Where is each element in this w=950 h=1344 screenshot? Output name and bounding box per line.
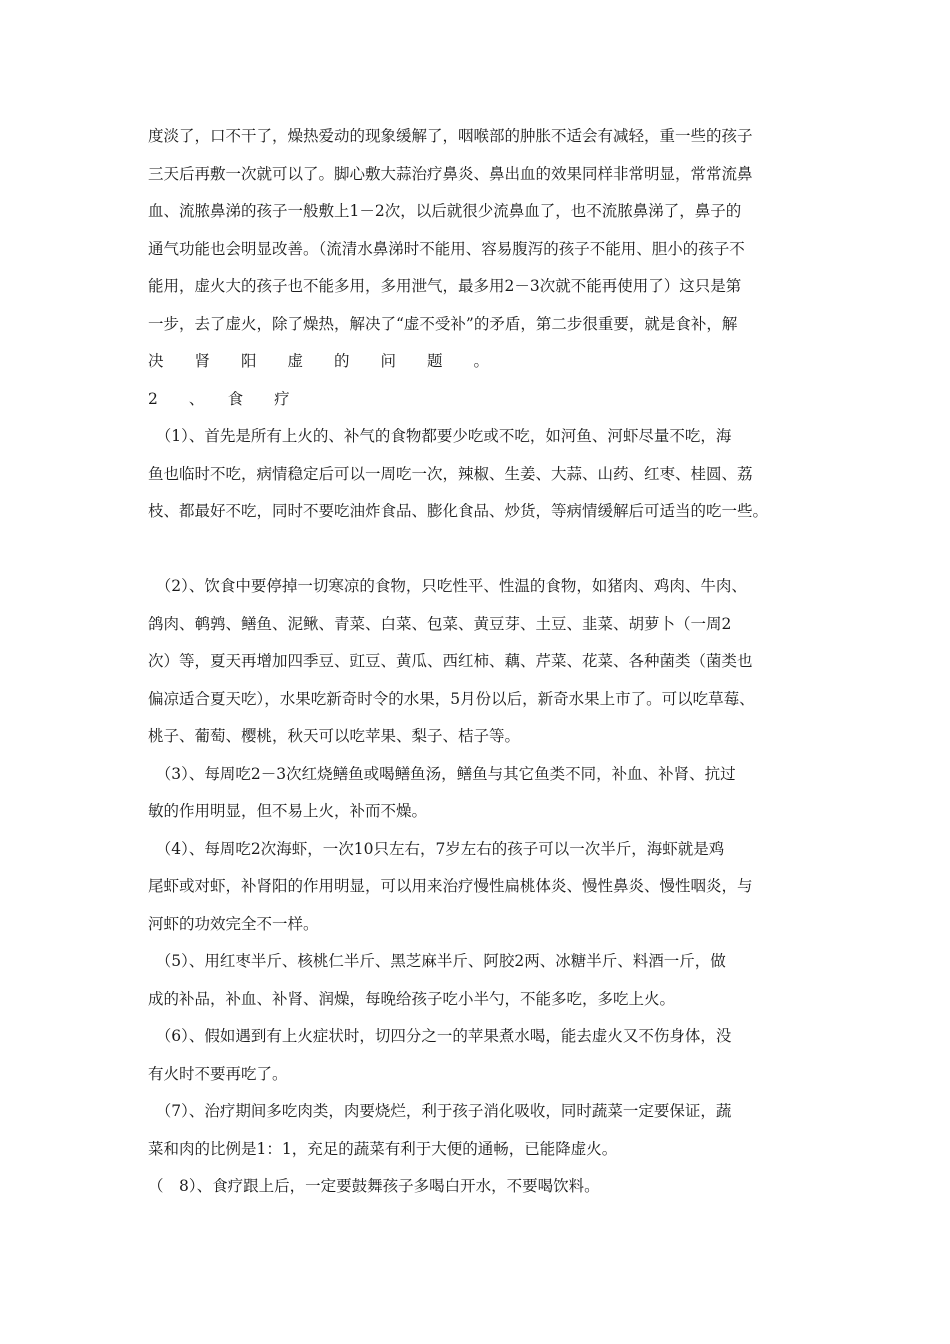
- text-line: 能用，虚火大的孩子也不能多用，多用泄气，最多用2－3次就不能再使用了）这只是第: [148, 277, 742, 295]
- text-line: 鸽肉、鹌鹑、鳝鱼、泥鳅、青菜、白菜、包菜、黄豆芽、土豆、韭菜、胡萝卜（一周2: [148, 615, 732, 633]
- text-line: （7）、治疗期间多吃肉类，肉要烧烂，利于孩子消化吸收，同时蔬菜一定要保证，蔬: [148, 1102, 732, 1120]
- text-line: 有火时不要再吃了。: [148, 1065, 288, 1083]
- text-line: 尾虾或对虾，补肾阳的作用明显，可以用来治疗慢性扁桃体炎、慢性鼻炎、慢性咽炎，与: [148, 877, 753, 895]
- text-line: 三天后再敷一次就可以了。脚心敷大蒜治疗鼻炎、鼻出血的效果同样非常明显，常常流鼻: [148, 165, 753, 183]
- text-line: 次）等，夏天再增加四季豆、豇豆、黄瓜、西红柿、藕、芹菜、花菜、各种菌类（菌类也: [148, 652, 753, 670]
- text-line: 河虾的功效完全不一样。: [148, 915, 319, 933]
- text-line: 桃子、葡萄、樱桃，秋天可以吃苹果、梨子、桔子等。: [148, 727, 521, 745]
- text-line: 敏的作用明显，但不易上火，补而不燥。: [148, 802, 428, 820]
- text-line: 偏凉适合夏天吃），水果吃新奇时令的水果，5月份以后，新奇水果上市了。可以吃草莓、: [148, 690, 755, 708]
- text-line: （6）、假如遇到有上火症状时，切四分之一的苹果煮水喝，能去虚火又不伤身体，没: [148, 1027, 732, 1045]
- text-line: 度淡了，口不干了，燥热爱动的现象缓解了，咽喉部的肿胀不适会有减轻，重一些的孩子: [148, 127, 753, 145]
- section-heading: 2 、 食 疗: [148, 390, 290, 408]
- text-line: （1）、首先是所有上火的、补气的食物都要少吃或不吃，如河鱼、河虾尽量不吃，海: [148, 427, 732, 445]
- text-line: 通气功能也会明显改善。（流清水鼻涕时不能用、容易腹泻的孩子不能用、胆小的孩子不: [148, 240, 745, 258]
- text-line: 血、流脓鼻涕的孩子一般敷上1－2次，以后就很少流鼻血了，也不流脓鼻涕了，鼻子的: [148, 202, 742, 220]
- text-line: 一步，去了虚火，除了燥热，解决了“虚不受补”的矛盾，第二步很重要，就是食补，解: [148, 315, 738, 333]
- text-line: （3）、每周吃2－3次红烧鳝鱼或喝鳝鱼汤，鳝鱼与其它鱼类不同，补血、补肾、抗过: [148, 765, 736, 783]
- text-line: （5）、用红枣半斤、核桃仁半斤、黑芝麻半斤、阿胶2两、冰糖半斤、料酒一斤，做: [148, 952, 726, 970]
- text-line: 成的补品，补血、补肾、润燥，每晚给孩子吃小半勺，不能多吃，多吃上火。: [148, 990, 676, 1008]
- text-line: 枝、都最好不吃，同时不要吃油炸食品、膨化食品、炒货，等病情缓解后可适当的吃一些。: [148, 502, 769, 520]
- text-line: 菜和肉的比例是1：1，充足的蔬菜有利于大便的通畅，已能降虚火。: [148, 1140, 618, 1158]
- text-line: （4）、每周吃2次海虾，一次10只左右，7岁左右的孩子可以一次半斤，海虾就是鸡: [148, 840, 725, 858]
- text-line: 决 肾 阳 虚 的 问 题 。: [148, 352, 490, 370]
- text-line: （2）、饮食中要停掉一切寒凉的食物，只吃性平、性温的食物，如猪肉、鸡肉、牛肉、: [148, 577, 747, 595]
- text-line: （ 8）、食疗跟上后，一定要鼓舞孩子多喝白开水，不要喝饮料。: [148, 1177, 600, 1195]
- text-line: 鱼也临时不吃，病情稳定后可以一周吃一次，辣椒、生姜、大蒜、山药、红枣、桂圆、荔: [148, 465, 753, 483]
